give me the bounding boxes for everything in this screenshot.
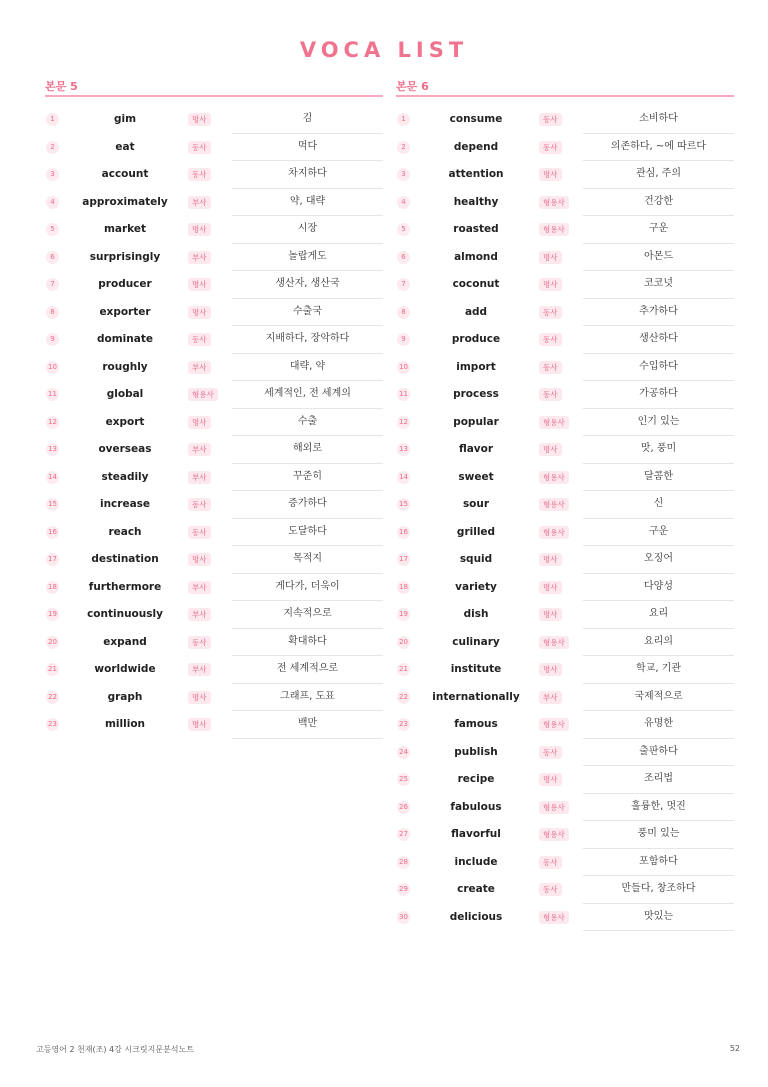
vocab-word: famous: [454, 718, 498, 730]
vocab-word: delicious: [449, 910, 503, 923]
part-of-speech-badge: 명사: [188, 306, 211, 319]
word-meaning: 코코넛: [583, 271, 734, 299]
part-of-speech-badge: 부사: [188, 608, 211, 621]
item-number: 1: [46, 113, 59, 126]
vocab-row: [45, 299, 383, 327]
word-meaning: 수출: [232, 409, 383, 437]
part-of-speech-badge: 명사: [539, 278, 562, 291]
item-number: 10: [46, 361, 59, 374]
part-of-speech-badge: 동사: [539, 746, 562, 759]
word-meaning: 맛있는: [583, 904, 734, 932]
vocab-word: internationally: [432, 690, 520, 703]
part-of-speech-badge: 형용사: [539, 416, 569, 429]
part-of-speech-badge: 명사: [539, 663, 562, 676]
vocab-word: worldwide: [94, 663, 156, 675]
vocab-row: [45, 326, 383, 354]
word-meaning: 출판하다: [583, 739, 734, 767]
vocab-word: furthermore: [88, 580, 162, 593]
item-number: 14: [46, 471, 59, 484]
item-number: 23: [46, 718, 59, 731]
vocab-row: [45, 574, 383, 602]
word-meaning: 지배하다, 장악하다: [232, 326, 383, 354]
word-meaning: 인기 있는: [583, 409, 734, 437]
word-meaning: 증가하다: [232, 491, 383, 519]
word-meaning: 확대하다: [232, 629, 383, 657]
part-of-speech-badge: 형용사: [539, 196, 569, 209]
part-of-speech-badge: 부사: [188, 251, 211, 264]
vocab-row: [45, 656, 383, 684]
vocab-word: overseas: [98, 443, 152, 455]
word-meaning: 건강한: [583, 189, 734, 217]
item-number: 19: [397, 608, 410, 621]
vocab-word: squid: [459, 553, 493, 565]
vocab-word: import: [456, 360, 496, 373]
vocab-word: reach: [108, 525, 142, 538]
page-number: 52: [729, 1044, 740, 1053]
word-meaning: 아몬드: [583, 244, 734, 272]
vocab-word: roughly: [102, 360, 148, 373]
part-of-speech-badge: 명사: [188, 113, 211, 126]
vocab-word: producer: [98, 278, 152, 290]
vocab-row: [396, 629, 734, 657]
footer-book-title: 고등영어 2 천재(조) 4강 시크릿지문분석노트: [36, 1045, 194, 1054]
vocab-row: [45, 601, 383, 629]
part-of-speech-badge: 동사: [188, 333, 211, 346]
item-number: 5: [46, 223, 59, 236]
word-meaning: 김: [232, 106, 383, 134]
vocab-word: eat: [115, 140, 135, 153]
part-of-speech-badge: 명사: [188, 223, 211, 236]
item-number: 16: [397, 526, 410, 539]
part-of-speech-badge: 동사: [539, 141, 562, 154]
item-number: 8: [397, 306, 410, 319]
vocab-word: coconut: [452, 278, 500, 290]
vocab-row: [45, 161, 383, 189]
item-number: 13: [397, 443, 410, 456]
item-number: 14: [397, 471, 410, 484]
word-meaning: 백만: [232, 711, 383, 739]
part-of-speech-badge: 동사: [539, 856, 562, 869]
item-number: 28: [397, 856, 410, 869]
section-title: 본문 5: [45, 78, 383, 97]
item-number: 9: [46, 333, 59, 346]
vocab-row: [396, 739, 734, 767]
item-number: 4: [46, 196, 59, 209]
vocab-row: [396, 381, 734, 409]
part-of-speech-badge: 명사: [188, 553, 211, 566]
word-meaning: 포함하다: [583, 849, 734, 877]
vocab-row: [396, 876, 734, 904]
part-of-speech-badge: 명사: [188, 416, 211, 429]
vocab-row: [396, 519, 734, 547]
word-meaning: 그래프, 도표: [232, 684, 383, 712]
part-of-speech-badge: 형용사: [539, 911, 569, 924]
item-number: 24: [397, 746, 410, 759]
item-number: 9: [397, 333, 410, 346]
word-meaning: 도달하다: [232, 519, 383, 547]
vocab-row: [45, 464, 383, 492]
part-of-speech-badge: 명사: [539, 581, 562, 594]
word-meaning: 소비하다: [583, 106, 734, 134]
item-number: 6: [397, 251, 410, 264]
part-of-speech-badge: 명사: [188, 278, 211, 291]
item-number: 2: [397, 141, 410, 154]
word-meaning: 목적지: [232, 546, 383, 574]
vocab-row: [396, 546, 734, 574]
item-number: 11: [46, 388, 59, 401]
vocab-row: [396, 821, 734, 849]
vocab-word: dominate: [97, 333, 153, 345]
vocab-row: [45, 271, 383, 299]
vocab-row: [396, 244, 734, 272]
item-number: 2: [46, 141, 59, 154]
vocab-word: sweet: [458, 470, 494, 483]
vocab-word: institute: [450, 663, 502, 675]
vocab-row: [45, 354, 383, 382]
vocab-row: [45, 106, 383, 134]
word-meaning: 국제적으로: [583, 684, 734, 712]
part-of-speech-badge: 형용사: [539, 471, 569, 484]
vocab-row: [396, 711, 734, 739]
item-number: 20: [397, 636, 410, 649]
item-number: 25: [397, 773, 410, 786]
word-meaning: 달콤한: [583, 464, 734, 492]
item-number: 3: [397, 168, 410, 181]
section-left: [45, 78, 383, 739]
vocab-word: grilled: [456, 525, 496, 538]
vocab-row: [396, 189, 734, 217]
word-meaning: 약, 대략: [232, 189, 383, 217]
vocab-word: publish: [454, 745, 498, 758]
word-meaning: 유명한: [583, 711, 734, 739]
item-number: 15: [397, 498, 410, 511]
vocab-row: [45, 216, 383, 244]
vocab-word: depend: [453, 140, 499, 153]
word-meaning: 꾸준히: [232, 464, 383, 492]
vocab-word: create: [457, 883, 495, 895]
vocab-word: million: [104, 718, 146, 730]
item-number: 27: [397, 828, 410, 841]
part-of-speech-badge: 명사: [539, 553, 562, 566]
part-of-speech-badge: 형용사: [188, 388, 218, 401]
vocab-row: [396, 216, 734, 244]
vocab-row: [396, 574, 734, 602]
word-meaning: 구운: [583, 519, 734, 547]
vocab-word: continuously: [87, 608, 163, 620]
part-of-speech-badge: 동사: [539, 361, 562, 374]
vocab-row: [45, 519, 383, 547]
vocab-word: approximately: [82, 195, 168, 208]
vocab-word: flavor: [458, 443, 494, 455]
vocab-word: culinary: [452, 635, 500, 648]
section-title: 본문 6: [396, 78, 734, 97]
vocab-row: [45, 436, 383, 464]
part-of-speech-badge: 명사: [539, 443, 562, 456]
part-of-speech-badge: 동사: [539, 883, 562, 896]
vocab-word: gim: [113, 113, 137, 125]
item-number: 22: [46, 691, 59, 704]
vocab-row: [396, 134, 734, 162]
vocab-row: [45, 629, 383, 657]
vocab-list: [396, 106, 734, 931]
word-meaning: 다양성: [583, 574, 734, 602]
part-of-speech-badge: 동사: [539, 113, 562, 126]
word-meaning: 게다가, 더욱이: [232, 574, 383, 602]
part-of-speech-badge: 부사: [188, 361, 211, 374]
vocab-row: [396, 794, 734, 822]
part-of-speech-badge: 동사: [539, 333, 562, 346]
vocab-row: [45, 546, 383, 574]
vocab-word: produce: [451, 333, 501, 345]
word-meaning: 오징어: [583, 546, 734, 574]
vocab-row: [45, 244, 383, 272]
vocab-word: exporter: [99, 305, 151, 318]
vocab-word: almond: [454, 250, 498, 263]
vocab-word: flavorful: [451, 828, 501, 840]
part-of-speech-badge: 부사: [188, 663, 211, 676]
vocab-word: increase: [99, 498, 151, 510]
word-meaning: 요리: [583, 601, 734, 629]
part-of-speech-badge: 형용사: [539, 223, 569, 236]
word-meaning: 수입하다: [583, 354, 734, 382]
part-of-speech-badge: 부사: [188, 581, 211, 594]
vocab-row: [396, 271, 734, 299]
part-of-speech-badge: 동사: [539, 388, 562, 401]
vocab-row: [396, 601, 734, 629]
word-meaning: 놀랍게도: [232, 244, 383, 272]
item-number: 19: [46, 608, 59, 621]
vocab-word: include: [454, 855, 498, 868]
item-number: 20: [46, 636, 59, 649]
part-of-speech-badge: 명사: [188, 718, 211, 731]
item-number: 6: [46, 251, 59, 264]
part-of-speech-badge: 형용사: [539, 526, 569, 539]
word-meaning: 세계적인, 전 세계의: [232, 381, 383, 409]
word-meaning: 신: [583, 491, 734, 519]
vocab-word: variety: [455, 580, 497, 593]
item-number: 17: [46, 553, 59, 566]
item-number: 16: [46, 526, 59, 539]
section-right: [396, 78, 734, 931]
item-number: 22: [397, 691, 410, 704]
vocab-word: graph: [107, 690, 143, 703]
word-meaning: 생산자, 생산국: [232, 271, 383, 299]
word-meaning: 차지하다: [232, 161, 383, 189]
item-number: 21: [46, 663, 59, 676]
vocab-word: dish: [463, 608, 489, 620]
vocab-row: [45, 409, 383, 437]
item-number: 8: [46, 306, 59, 319]
word-meaning: 전 세계적으로: [232, 656, 383, 684]
vocab-word: add: [464, 305, 488, 318]
item-number: 18: [397, 581, 410, 594]
vocab-word: expand: [103, 635, 147, 648]
vocab-row: [396, 766, 734, 794]
word-meaning: 해외로: [232, 436, 383, 464]
item-number: 3: [46, 168, 59, 181]
vocab-row: [396, 354, 734, 382]
part-of-speech-badge: 명사: [539, 773, 562, 786]
part-of-speech-badge: 형용사: [539, 718, 569, 731]
word-meaning: 훌륭한, 멋진: [583, 794, 734, 822]
word-meaning: 조리법: [583, 766, 734, 794]
word-meaning: 의존하다, ~에 따르다: [583, 134, 734, 162]
item-number: 26: [397, 801, 410, 814]
item-number: 17: [397, 553, 410, 566]
part-of-speech-badge: 동사: [188, 498, 211, 511]
vocab-word: steadily: [101, 470, 149, 483]
item-number: 5: [397, 223, 410, 236]
vocab-word: popular: [453, 415, 499, 428]
vocab-row: [45, 491, 383, 519]
word-meaning: 지속적으로: [232, 601, 383, 629]
vocab-row: [396, 684, 734, 712]
vocab-list: [45, 106, 383, 739]
word-meaning: 관심, 주의: [583, 161, 734, 189]
vocab-word: market: [103, 223, 147, 235]
vocab-word: consume: [449, 113, 503, 125]
vocab-row: [396, 299, 734, 327]
part-of-speech-badge: 동사: [188, 636, 211, 649]
word-meaning: 시장: [232, 216, 383, 244]
item-number: 29: [397, 883, 410, 896]
word-meaning: 먹다: [232, 134, 383, 162]
item-number: 30: [397, 911, 410, 924]
vocab-word: global: [106, 388, 144, 400]
word-meaning: 만들다, 창조하다: [583, 876, 734, 904]
page-title: VOCA LIST: [299, 38, 469, 62]
part-of-speech-badge: 형용사: [539, 801, 569, 814]
item-number: 18: [46, 581, 59, 594]
word-meaning: 학교, 기관: [583, 656, 734, 684]
item-number: 1: [397, 113, 410, 126]
part-of-speech-badge: 부사: [188, 196, 211, 209]
word-meaning: 수출국: [232, 299, 383, 327]
vocab-row: [396, 904, 734, 932]
vocab-row: [45, 684, 383, 712]
vocab-row: [45, 381, 383, 409]
vocab-word: destination: [91, 553, 159, 565]
vocab-word: surprisingly: [89, 250, 161, 263]
vocab-word: sour: [462, 498, 490, 510]
vocab-row: [396, 326, 734, 354]
part-of-speech-badge: 명사: [539, 251, 562, 264]
vocab-word: healthy: [453, 195, 499, 208]
item-number: 15: [46, 498, 59, 511]
vocab-row: [396, 436, 734, 464]
part-of-speech-badge: 동사: [188, 141, 211, 154]
part-of-speech-badge: 동사: [188, 526, 211, 539]
word-meaning: 요리의: [583, 629, 734, 657]
part-of-speech-badge: 명사: [539, 168, 562, 181]
item-number: 7: [397, 278, 410, 291]
item-number: 13: [46, 443, 59, 456]
item-number: 23: [397, 718, 410, 731]
part-of-speech-badge: 명사: [539, 608, 562, 621]
word-meaning: 구운: [583, 216, 734, 244]
item-number: 12: [46, 416, 59, 429]
vocab-word: recipe: [457, 773, 495, 785]
vocab-row: [396, 491, 734, 519]
vocab-word: roasted: [453, 223, 499, 235]
word-meaning: 풍미 있는: [583, 821, 734, 849]
vocab-word: export: [105, 415, 145, 428]
vocab-row: [396, 464, 734, 492]
part-of-speech-badge: 부사: [539, 691, 562, 704]
word-meaning: 대략, 약: [232, 354, 383, 382]
vocab-word: fabulous: [450, 800, 502, 813]
vocab-row: [45, 134, 383, 162]
item-number: 11: [397, 388, 410, 401]
item-number: 10: [397, 361, 410, 374]
vocab-row: [396, 849, 734, 877]
part-of-speech-badge: 동사: [539, 306, 562, 319]
vocab-word: process: [453, 388, 499, 400]
part-of-speech-badge: 부사: [188, 471, 211, 484]
word-meaning: 맛, 풍미: [583, 436, 734, 464]
part-of-speech-badge: 형용사: [539, 636, 569, 649]
part-of-speech-badge: 동사: [188, 168, 211, 181]
vocab-row: [396, 106, 734, 134]
vocab-row: [396, 409, 734, 437]
item-number: 12: [397, 416, 410, 429]
vocab-row: [45, 711, 383, 739]
vocab-row: [396, 161, 734, 189]
word-meaning: 생산하다: [583, 326, 734, 354]
word-meaning: 가공하다: [583, 381, 734, 409]
item-number: 21: [397, 663, 410, 676]
item-number: 4: [397, 196, 410, 209]
part-of-speech-badge: 부사: [188, 443, 211, 456]
part-of-speech-badge: 형용사: [539, 828, 569, 841]
part-of-speech-badge: 명사: [188, 691, 211, 704]
item-number: 7: [46, 278, 59, 291]
vocab-word: attention: [448, 168, 504, 180]
vocab-row: [45, 189, 383, 217]
vocab-row: [396, 656, 734, 684]
word-meaning: 추가하다: [583, 299, 734, 327]
part-of-speech-badge: 형용사: [539, 498, 569, 511]
vocab-word: account: [101, 168, 149, 180]
